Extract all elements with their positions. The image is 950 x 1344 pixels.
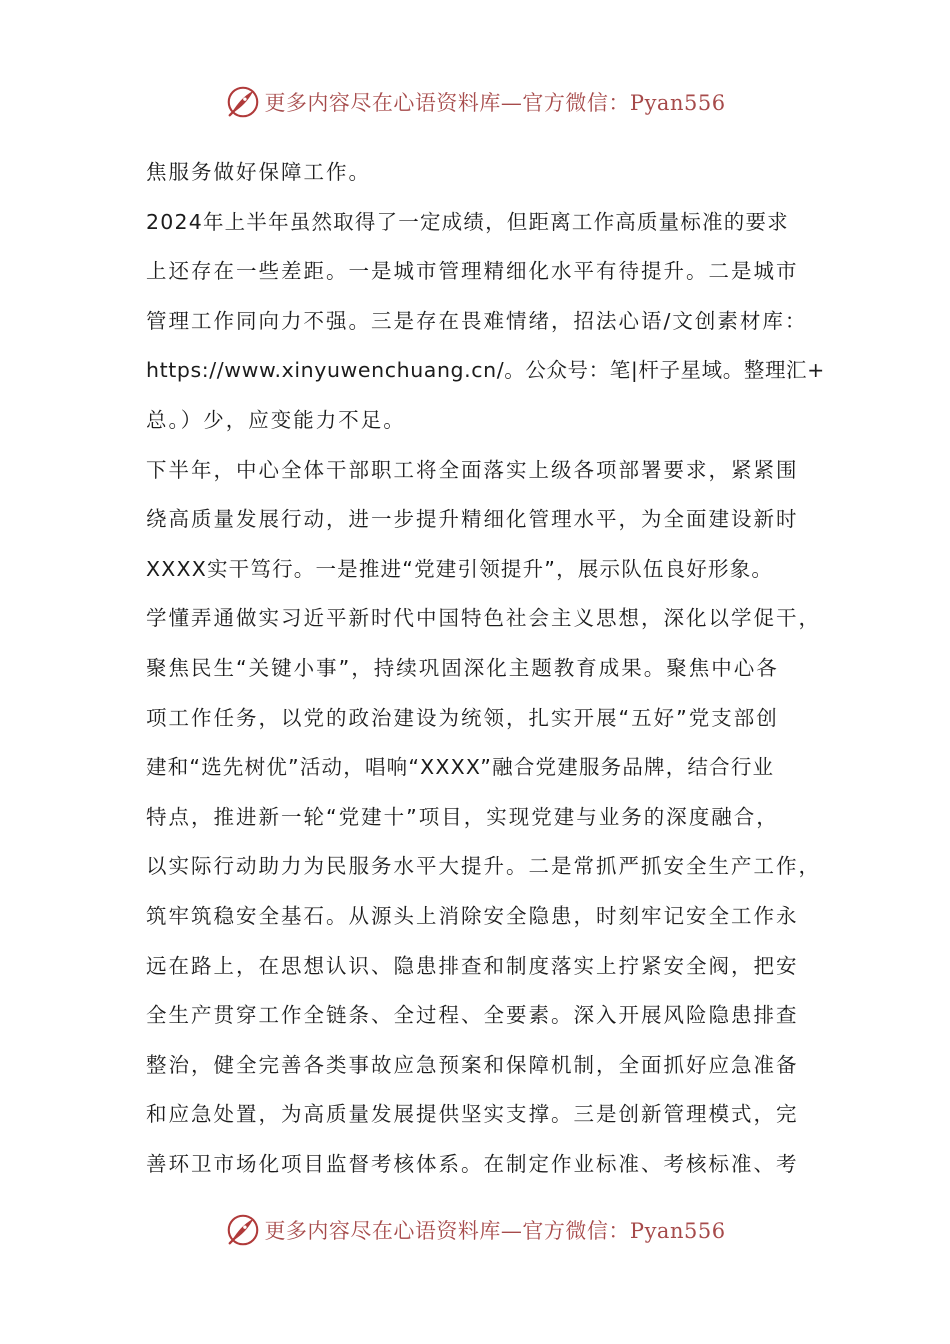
body-line: https://www.xinyuwenchuang.cn/。公众号：笔|杆子星域。整理汇+ [146, 358, 825, 383]
body-line: 项工作任务，以党的政治建设为统领，扎实开展“五好”党支部创 [146, 705, 779, 730]
body-line: 总。）少，应变能力不足。 [146, 407, 406, 432]
document-body [146, 148, 825, 1189]
body-line: 下半年，中心全体干部职工将全面落实上级各项部署要求，紧紧围 [146, 457, 799, 482]
header-watermark-text: 更多内容尽在心语资料库—官方微信：Pyan556 [264, 91, 726, 115]
body-line: 以实际行动助力为民服务水平大提升。二是常抓严抓安全生产工作， [146, 854, 821, 879]
body-line: 特点，推进新一轮“党建十”项目，实现党建与业务的深度融合， [146, 804, 779, 829]
header-watermark-banner [0, 80, 950, 124]
body-line: XXXX实干笃行。一是推进“党建引领提升”，展示队伍良好形象。 [146, 556, 774, 581]
body-line: 2024年上半年虽然取得了一定成绩，但距离工作高质量标准的要求 [146, 209, 789, 234]
body-line: 建和“选先树优”活动，唱响“XXXX”融合党建服务品牌，结合行业 [146, 755, 775, 780]
body-line: 远在路上，在思想认识、隐患排查和制度落实上拧紧安全阀，把安 [146, 953, 799, 978]
body-line: 管理工作同向力不强。三是存在畏难情绪，招法心语/文创素材库： [146, 308, 808, 333]
footer-watermark-text: 更多内容尽在心语资料库—官方微信：Pyan556 [264, 1219, 726, 1243]
body-line: 筑牢筑稳安全基石。从源头上消除安全隐患，时刻牢记安全工作永 [146, 903, 799, 928]
body-line: 上还存在一些差距。一是城市管理精细化水平有待提升。二是城市 [146, 259, 799, 284]
body-line: 绕高质量发展行动，进一步提升精细化管理水平，为全面建设新时 [146, 507, 799, 532]
body-line: 善环卫市场化项目监督考核体系。在制定作业标准、考核标准、考 [146, 1151, 799, 1176]
body-line: 整治，健全完善各类事故应急预案和保障机制，全面抓好应急准备 [146, 1052, 799, 1077]
body-line: 全生产贯穿工作全链条、全过程、全要素。深入开展风险隐患排查 [146, 1003, 799, 1028]
footer-watermark-banner [0, 1208, 950, 1252]
pen-nib-logo-icon [224, 1211, 262, 1249]
pen-nib-logo-icon [224, 83, 262, 121]
body-line: 学懂弄通做实习近平新时代中国特色社会主义思想，深化以学促干， [146, 606, 821, 631]
body-line: 聚焦民生“关键小事”，持续巩固深化主题教育成果。聚焦中心各 [146, 655, 779, 680]
body-line: 和应急处置，为高质量发展提供坚实支撑。三是创新管理模式，完 [146, 1102, 799, 1127]
body-line: 焦服务做好保障工作。 [146, 160, 371, 184]
